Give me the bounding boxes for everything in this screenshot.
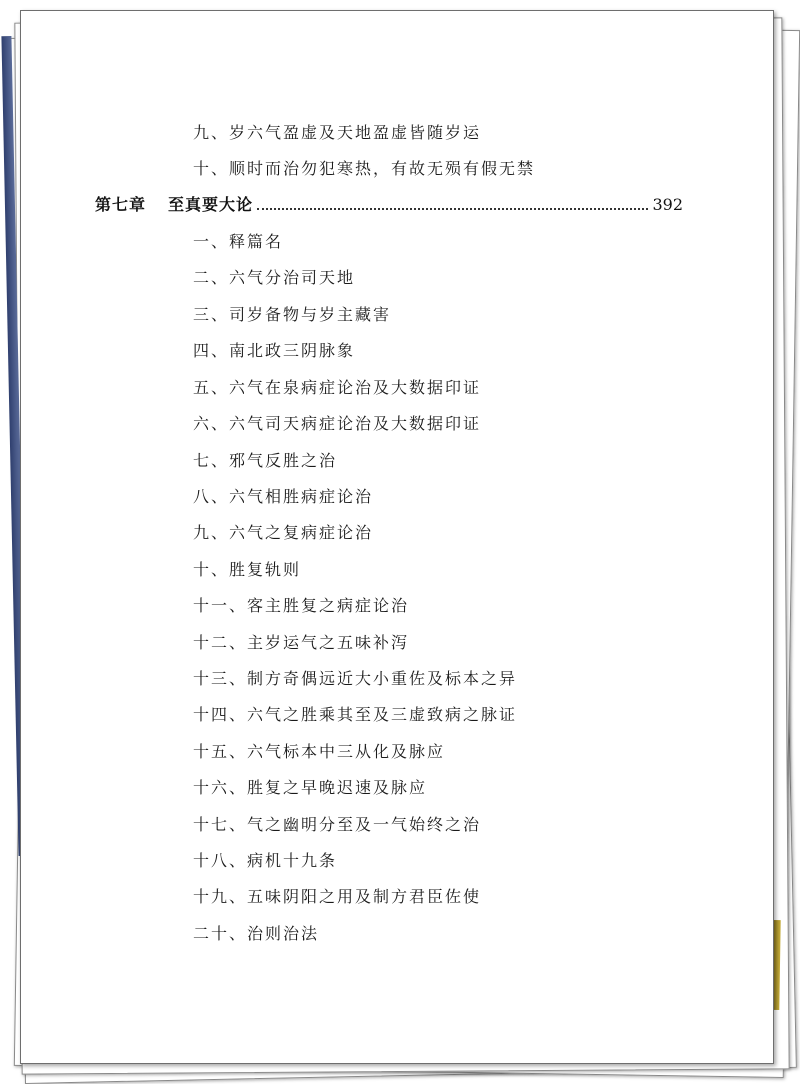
toc-item: 二、六气分治司天地 — [193, 268, 356, 287]
chapter-title: 至真要大论 — [168, 195, 254, 214]
toc-item: 七、邪气反胜之治 — [193, 451, 338, 470]
toc-item: 九、六气之复病症论治 — [193, 523, 374, 542]
toc-item: 十一、客主胜复之病症论治 — [193, 596, 410, 615]
leader-dots — [257, 208, 648, 210]
toc-item: 十二、主岁运气之五味补泻 — [193, 633, 410, 652]
toc-item: 十五、六气标本中三从化及脉应 — [193, 742, 446, 761]
toc-item: 十七、气之幽明分至及一气始终之治 — [193, 815, 482, 834]
chapter-page-number: 392 — [652, 195, 683, 214]
toc-item: 五、六气在泉病症论治及大数据印证 — [193, 378, 482, 397]
toc-item: 一、释篇名 — [193, 232, 284, 251]
toc-chapter-entry — [95, 195, 683, 215]
toc-item: 十、胜复轨则 — [193, 560, 302, 579]
toc-item: 十、顺时而治勿犯寒热，有故无殒有假无禁 — [193, 159, 536, 178]
document-page — [20, 10, 774, 1064]
toc-item: 十六、胜复之早晚迟速及脉应 — [193, 778, 428, 797]
toc-item: 三、司岁备物与岁主藏害 — [193, 305, 392, 324]
toc-item: 六、六气司天病症论治及大数据印证 — [193, 414, 482, 433]
chapter-number: 第七章 — [95, 195, 147, 214]
toc-item: 十三、制方奇偶远近大小重佐及标本之异 — [193, 669, 518, 688]
toc-item: 九、岁六气盈虚及天地盈虚皆随岁运 — [193, 123, 482, 142]
toc-item: 二十、治则治法 — [193, 924, 320, 943]
toc-item: 十八、病机十九条 — [193, 851, 338, 870]
toc-item: 八、六气相胜病症论治 — [193, 487, 374, 506]
toc-item: 四、南北政三阴脉象 — [193, 341, 356, 360]
toc-item: 十四、六气之胜乘其至及三虚致病之脉证 — [193, 705, 518, 724]
toc-item: 十九、五味阴阳之用及制方君臣佐使 — [193, 887, 482, 906]
